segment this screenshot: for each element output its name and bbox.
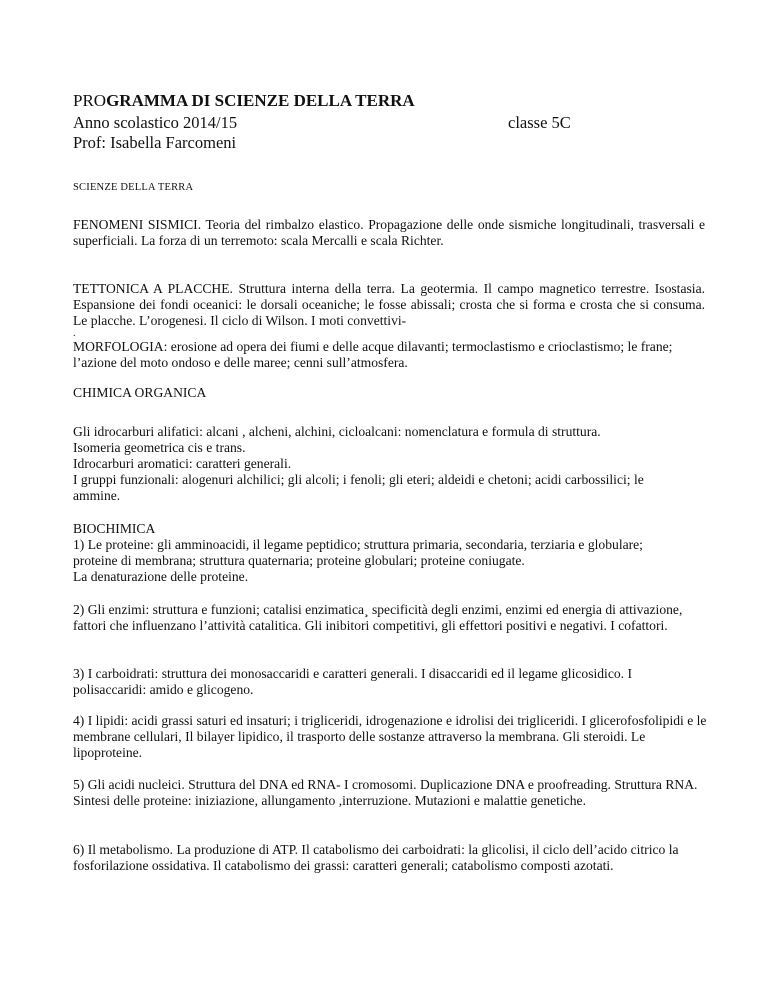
chimica-line: Isomeria geometrica cis e trans. [73, 440, 246, 455]
stray-dot: . [73, 328, 76, 339]
chimica-line: Idrocarburi aromatici: caratteri generali. [73, 456, 292, 471]
chimica-list [73, 424, 709, 504]
title-prefix: PRO [73, 91, 107, 110]
chimica-line: Gli idrocarburi alifatici: alcani , alcheni, alchini, cicloalcani: nomenclatura e formula di struttura. [73, 424, 601, 439]
bio-item-1-text-b: La denaturazione delle proteine. [73, 569, 249, 584]
title-bold: GRAMMA DI SCIENZE DELLA TERRA [106, 91, 415, 110]
class-label: classe 5C [508, 113, 571, 132]
bio-item-1 [73, 537, 673, 585]
section-scienze-heading: SCIENZE DELLA TERRA [73, 182, 194, 193]
page-title [73, 91, 415, 111]
bio-item-1-text: 1) Le proteine: gli amminoacidi, il legame peptidico; struttura primaria, secondaria, terziaria e globulare; proteine di membrana; struttura quaternaria; proteine globulari; proteine coniugate. [73, 537, 643, 568]
bio-item-5: 5) Gli acidi nucleici. Struttura del DNA ed RNA- I cromosomi. Duplicazione DNA e proofreading. Struttura RNA. Sintesi delle proteine: iniziazione, allungamento ,interruzione. Mutazioni e malattie genetiche. [73, 777, 698, 808]
section-chimica-heading: CHIMICA ORGANICA [73, 385, 207, 400]
teacher-name: Prof: Isabella Farcomeni [73, 133, 237, 152]
paragraph-tettonica: TETTONICA A PLACCHE. Struttura interna della terra. La geotermia. Il campo magnetico terrestre. Isostasia. Espansione dei fondi oceanici: le dorsali oceaniche; le fosse abissali; crosta che si forma e crosta che si consuma. Le placche. L’orogenesi. Il ciclo di Wilson. I moti convettivi- [73, 281, 705, 328]
paragraph-morfologia: MORFOLOGIA: erosione ad opera dei fiumi e delle acque dilavanti; termoclastismo e crioclastismo; le frane; l’azione del moto ondoso e delle maree; cenni sull’atmosfera. [73, 339, 673, 370]
bio-item-6: 6) Il metabolismo. La produzione di ATP. Il catabolismo dei carboidrati: la glicolisi, il ciclo dell’acido citrico la fosforilazione ossidativa. Il catabolismo dei grassi: caratteri generali; catabolismo composti azotati. [73, 842, 679, 873]
bio-item-2: 2) Gli enzimi: struttura e funzioni; catalisi enzimatica¸ specificità degli enzimi, enzimi ed energia di attivazione, fattori che influenzano l’attività catalitica. Gli inibitori competitivi, gli effettori positivi e negativi. I cofattori. [73, 602, 683, 633]
school-year: Anno scolastico 2014/15 [73, 113, 238, 132]
bio-item-4: 4) I lipidi: acidi grassi saturi ed insaturi; i trigliceridi, idrogenazione e idrolisi dei trigliceridi. I glicerofosfolipidi e le membrane cellulari, Il bilayer lipidico, il trasporto delle sostanze attraverso la membrana. Gli steroidi. Le lipoproteine. [73, 713, 707, 760]
paragraph-fenomeni-sismici: FENOMENI SISMICI. Teoria del rimbalzo elastico. Propagazione delle onde sismiche longitudinali, trasversali e superficiali. La forza di un terremoto: scala Mercalli e scala Richter. [73, 217, 705, 248]
bio-item-3: 3) I carboidrati: struttura dei monosaccaridi e caratteri generali. I disaccaridi ed il legame glicosidico. I polisaccaridi: amido e glicogeno. [73, 666, 632, 697]
section-biochimica-heading: BIOCHIMICA [73, 521, 156, 536]
chimica-line: I gruppi funzionali: alogenuri alchilici; gli alcoli; i fenoli; gli eteri; aldeidi e chetoni; acidi carbossilici; le ammine. [73, 472, 644, 503]
